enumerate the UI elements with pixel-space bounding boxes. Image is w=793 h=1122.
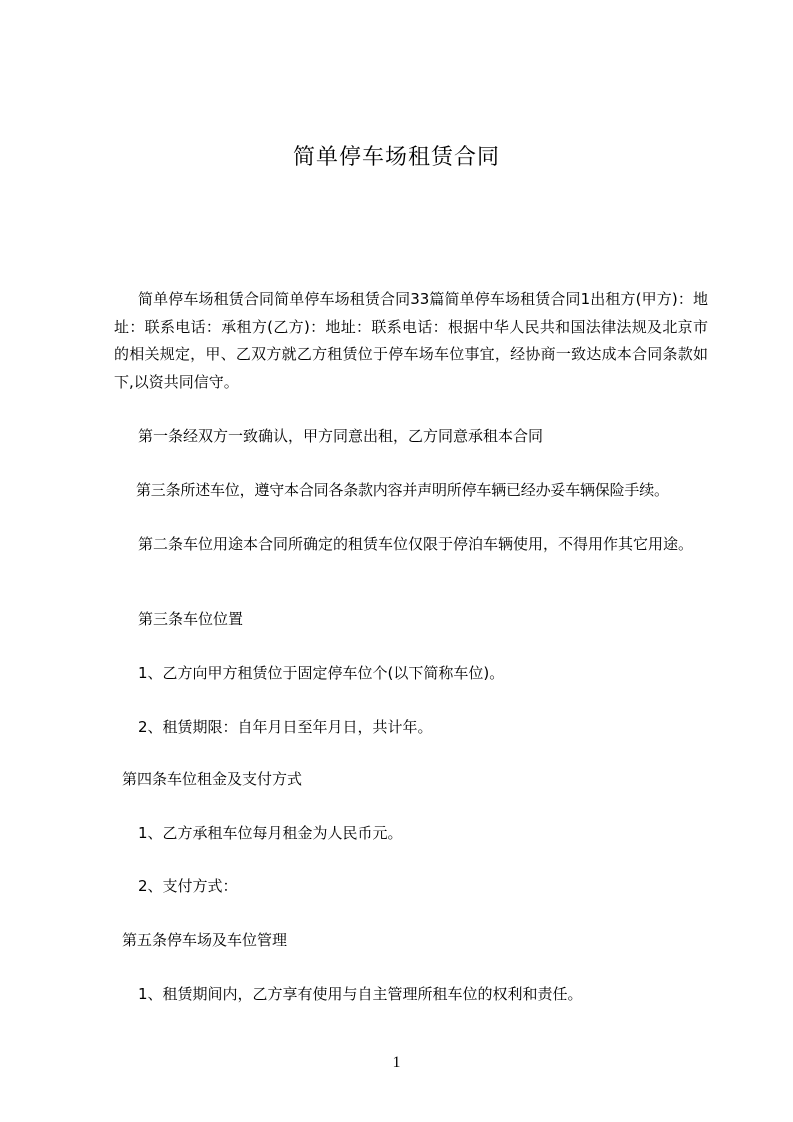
paragraph: 2、租赁期限：自年月日至年月日，共计年。	[138, 718, 433, 736]
page-number: 1	[392, 1054, 401, 1071]
paragraph: 第四条车位租金及支付方式	[122, 770, 303, 788]
paragraph-intro: 简单停车场租赁合同简单停车场租赁合同33篇简单停车场租赁合同1出租方(甲方)：地址：联系电话：承租方(乙方)：地址：联系电话：根据中华人民共和国法律法规及北京市的相关规定，甲、乙双方就乙方租赁位于停车场车位事宜，经协商一致达成本合同条款如下,以资共同信守。	[114, 290, 708, 392]
paragraph: 第五条停车场及车位管理	[122, 931, 288, 949]
paragraph: 第三条所述车位，遵守本合同各条款内容并声明所停车辆已经办妥车辆保险手续。	[136, 481, 669, 499]
paragraph: 第三条车位位置	[138, 610, 244, 628]
paragraph: 1、租赁期间内，乙方享有使用与自主管理所租车位的权利和责任。	[138, 985, 583, 1003]
paragraph: 第二条车位用途本合同所确定的租赁车位仅限于停泊车辆使用，不得用作其它用途。	[138, 535, 694, 553]
document-title: 简单停车场租赁合同	[292, 145, 500, 170]
paragraph: 2、支付方式：	[138, 877, 238, 895]
paragraph: 第一条经双方一致确认，甲方同意出租，乙方同意承租本合同	[138, 427, 544, 445]
paragraph: 1、乙方承租车位每月租金为人民币元。	[138, 824, 403, 842]
paragraph: 1、乙方向甲方租赁位于固定停车位个(以下简称车位)。	[138, 664, 505, 682]
